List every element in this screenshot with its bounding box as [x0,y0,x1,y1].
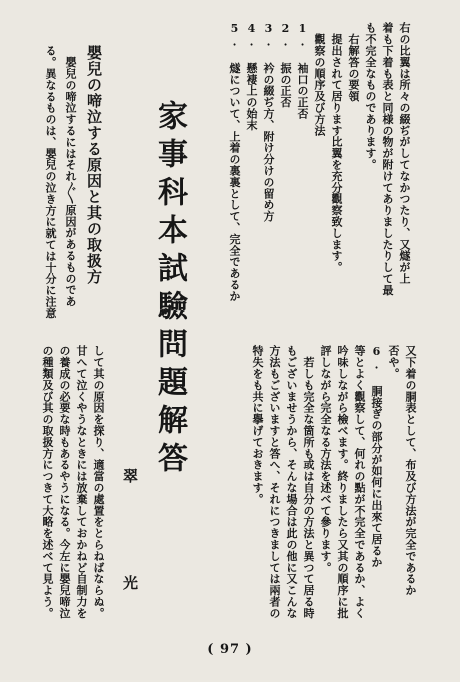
author-name: 翠光 [121,468,139,682]
text-column: 甘へて泣くやうなときには放棄しておかねど自制力を [75,345,88,619]
text-column: 等とよく觀察して、何れの點が不完全であるか、よく [353,345,366,619]
text-column: 否や。 [387,345,400,380]
text-column: 方法もございますと答へ、それにつきましては兩者の [268,345,281,619]
text-column: 若しも完全な箇所も或は自分の方法と異つて居る時 [302,345,315,619]
text-column: 1. 袖口の正否 [296,22,309,120]
article-title: 家事科本試驗問題解答 [152,100,187,480]
text-column: 觀察の順序及び方法 [313,22,326,136]
text-column: 嬰兒の啼泣するにはそれ〴〵原因があるものであ [64,45,77,307]
section-heading: 嬰兒の啼泣する原因と其の取扱方 [85,45,103,285]
text-column: 右の比翼は所々の綴ぢがしてなかつたり、又燧が上 [398,22,411,285]
text-column: も不完全なものであります。 [364,22,377,171]
text-column: 又下着の胴表として、布及び方法が完全であるか [404,345,417,596]
text-column: 2. 振の正否 [279,22,292,108]
text-column: 評しながら完全なる方法を述べて參ります。 [319,345,332,573]
page-number: ( 97 ) [207,642,253,657]
text-column: 右解答の要領 [347,22,360,102]
text-column: して其の原因を探り、適當の處置をとらねばならぬ。 [92,345,105,619]
text-column: 提出されて居ります比翼を充分觀察致します。 [330,22,343,273]
text-column: もございませうから、そんな場合は此の他に又こんな [285,345,298,619]
text-column: の養成の必要な時もあるやうになる。今左に嬰兒啼泣 [58,345,71,619]
text-column: 吟味しながら檢べます。終りましたら又其の順序に批 [336,345,349,619]
text-column: 3. 衿の綴ぢ方、附け分けの留め方 [262,22,275,222]
text-column: 6. 胴接ぎの部分が如何に出來て居るか [370,345,383,568]
text-column: 5. 燧について、上着の裏裏として、完全であるか [228,22,241,302]
text-column: 特失をも共に擧げておきます。 [251,345,264,505]
text-column: の種類及び其の取扱方につきて大略を述べて見よう。 [41,345,54,619]
text-column: 着も下着も表と同様の物が附けてありましたりして最 [381,22,394,296]
text-column: る。異なるものは、嬰兒の泣き方に就ては十分に注意 [44,45,57,319]
text-column: 4. 懸褄上の始末 [245,22,258,131]
